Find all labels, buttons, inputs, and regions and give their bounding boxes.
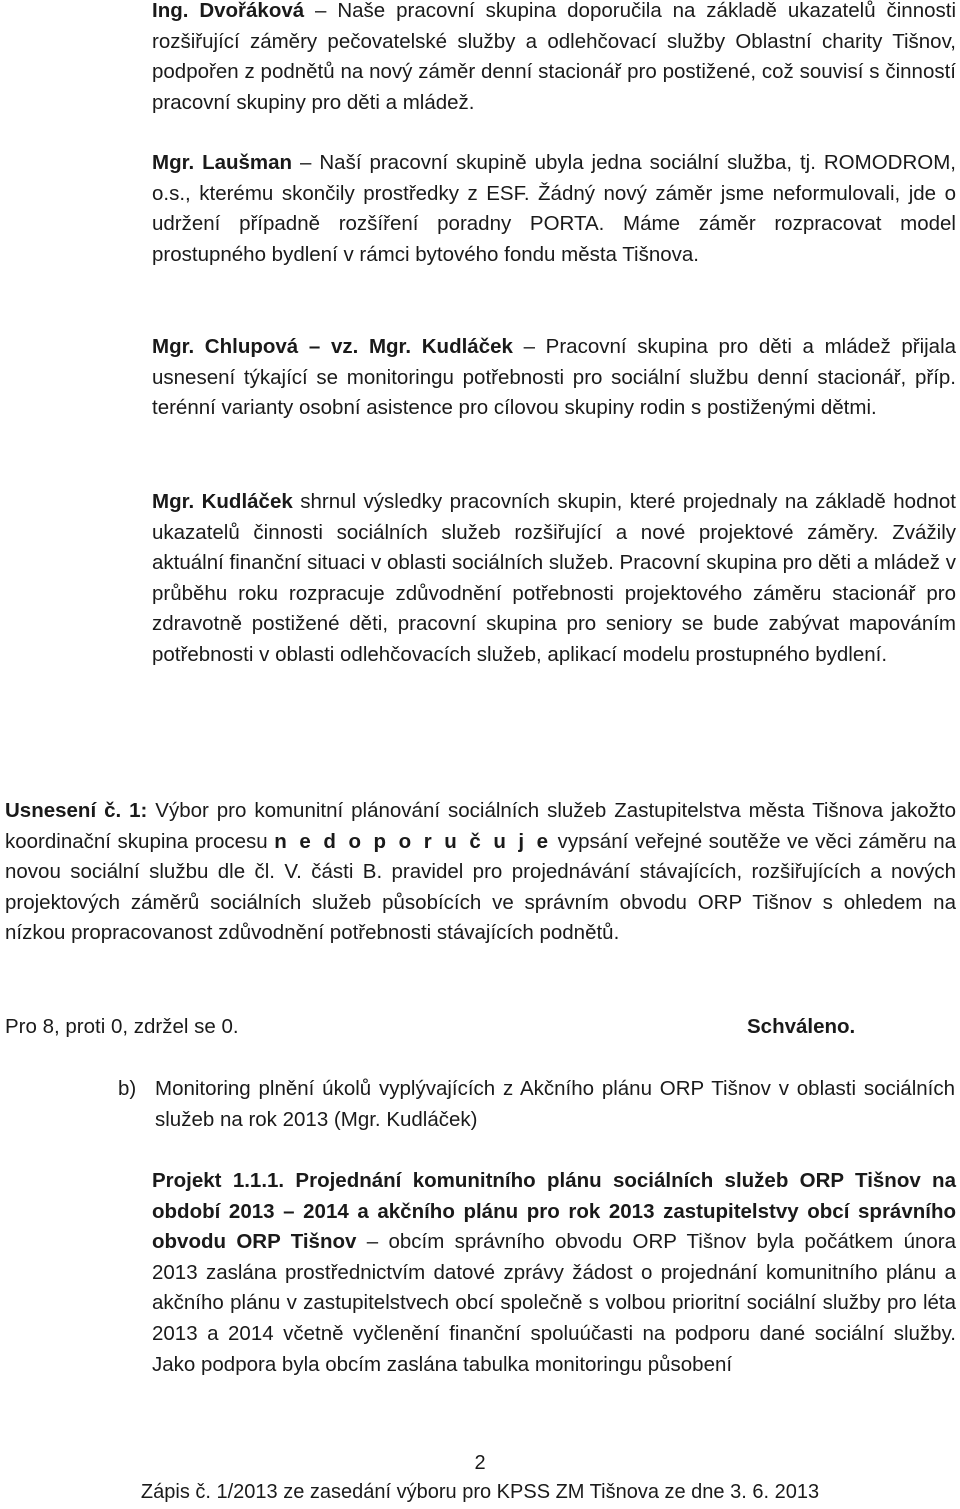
paragraph-text: Naší pracovní skupině ubyla jedna sociální služba, tj. ROMODROM, o.s., kterému skončily prostředky z ESF. Žádný nový záměr jsme neformulovali, jde o udržení případně rozšíření poradny PORTA. Máme záměr rozpracovat model prostupného bydlení v rámci bytového fondu města Tišnova.	[152, 151, 956, 266]
paragraph-text: shrnul výsledky pracovních skupin, které projednaly na základě hodnot ukazatelů činnosti sociálních služeb rozšiřující a nové projektové záměry. Zvážily aktuální finanční situaci v oblasti sociálních služeb. Pracovní skupina pro děti a mládež v průběhu roku rozpracuje zdůvodnění potřebnosti projektového záměru stacionář pro zdravotně postižené děti, pracovní skupina pro seniory se bude zabývat mapováním potřebnosti v oblasti odlehčovacích služeb, aplikací modelu prostupného bydlení.	[152, 490, 956, 666]
paragraph-text: Pracovní skupina pro děti a mládež přijala usnesení týkající se monitoringu potřebnosti pro sociální službu denní stacionář, příp. terénní varianty osobní asistence pro cílovou skupiny rodin s postiženými dětmi.	[152, 335, 957, 420]
paragraph-kudlacek	[152, 487, 956, 671]
speaker-name: Mgr. Chlupová	[152, 335, 299, 358]
speaker-name: Mgr. Kudláček	[152, 490, 293, 513]
project-title: Projekt 1.1.1. Projednání komunitního plánu sociálních služeb ORP Tišnov na období 2013 – 2014 a akčního plánu pro rok 2013 zastupitelstvy obcí správního obvodu ORP Tišnov	[152, 1169, 956, 1254]
resolution-emphasis: n e d o p o r u č u j e	[274, 829, 552, 853]
paragraph-text: Naše pracovní skupina doporučila na základě ukazatelů činnosti rozšiřující záměry pečovatelské služby a odlehčovací služby Oblastní charity Tišnov, podpořen z podnětů na nový záměr denní stacionář pro postižené, což souvisí s činností pracovní skupiny pro děti a mládež.	[152, 0, 956, 114]
resolution-label: Usnesení č. 1:	[5, 799, 148, 822]
project-paragraph	[152, 1166, 956, 1380]
list-item-text: Monitoring plnění úkolů vyplývajících z Akčního plánu ORP Tišnov v oblasti sociálních služeb na rok 2013 (Mgr. Kudláček)	[155, 1077, 955, 1131]
list-marker: b)	[118, 1077, 137, 1100]
paragraph-chlupova	[152, 332, 956, 424]
vote-result: Pro 8, proti 0, zdržel se 0.	[5, 1015, 239, 1038]
page-footer: Zápis č. 1/2013 ze zasedání výboru pro KPSS ZM Tišnova ze dne 3. 6. 2013	[140, 1481, 820, 1503]
dash: –	[300, 151, 312, 174]
dash: –	[523, 335, 535, 358]
speaker-name-secondary: vz. Mgr. Kudláček	[330, 335, 513, 358]
resolution-text-a: Výbor pro komunitní plánování sociálních služeb Zastupitelstva města Tišnova jakožto koordinační skupina procesu	[5, 799, 956, 853]
speaker-name: Mgr. Laušman	[152, 151, 293, 174]
speaker-name: Ing. Dvořáková	[152, 0, 305, 22]
dash: –	[315, 0, 327, 22]
paragraph-dvorakova	[152, 0, 956, 118]
resolution-text-b: vypsání veřejné soutěže ve věci záměru na novou sociální službu dle čl. V. části B. pravidel pro projednávání stávajících, rozšiřujících a nových projektových záměrů sociálních služeb působících ve správním obvodu ORP Tišnov s ohledem na nízkou propracovanost zdůvodnění potřebnosti stávajících podnětů.	[5, 829, 957, 945]
paragraph-lausman	[152, 148, 956, 270]
page-number: 2	[474, 1452, 486, 1474]
project-text: – obcím správního obvodu ORP Tišnov byla počátkem února 2013 zaslána prostřednictvím datové zprávy žádost o projednání komunitního plánu a akčního plánu v zastupitelstvech obcí společně s volbou prioritní sociální služby pro léta 2013 a 2014 včetně vyčlenění finanční spoluúčasti na podporu dané sociální služby. Jako podpora byla obcím zaslána tabulka monitoringu působení	[152, 1230, 957, 1376]
resolution-paragraph	[5, 796, 956, 949]
approval-status: Schváleno.	[747, 1015, 856, 1038]
dash: –	[308, 335, 321, 358]
